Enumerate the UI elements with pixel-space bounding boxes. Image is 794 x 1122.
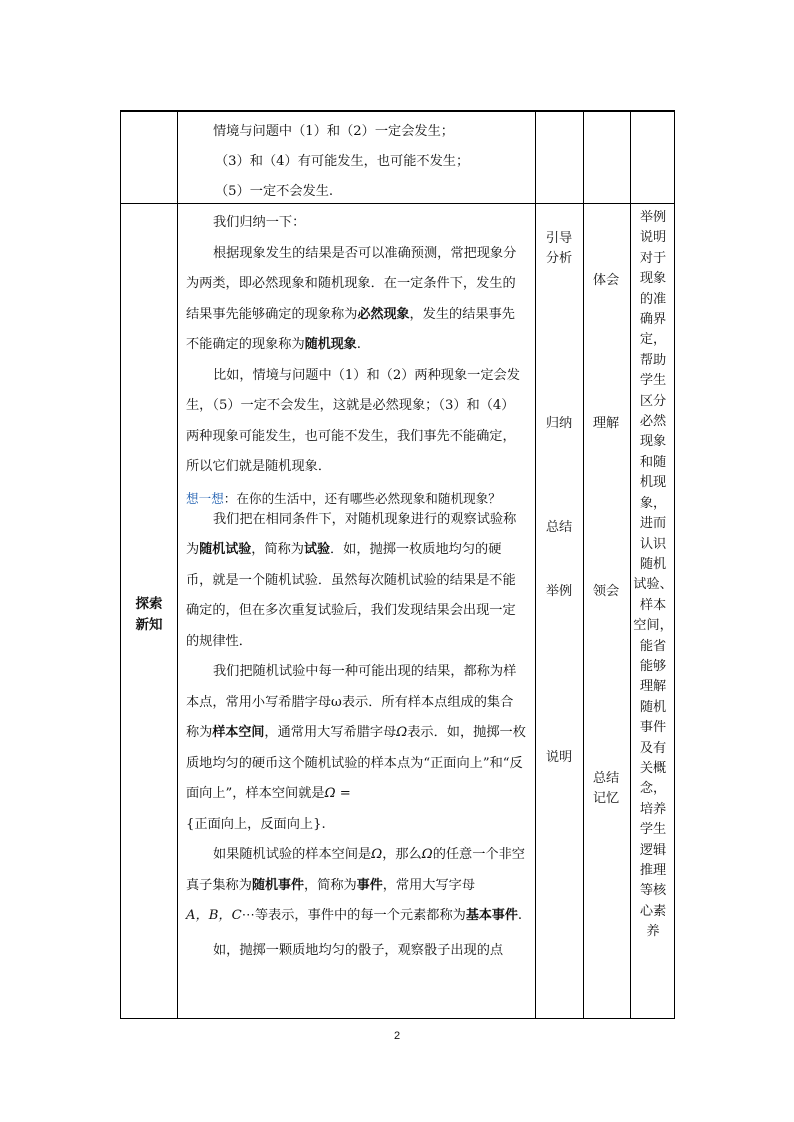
col-divider-4: [630, 110, 631, 1019]
term-random-phenomenon: 随机现象: [304, 337, 357, 352]
col-divider-1: [177, 110, 178, 1019]
top-row-line-1: 情境与问题中（1）和（2）一定会发生；: [213, 124, 454, 139]
paragraph-dice-example: 如，抛掷一颗质地均匀的骰子，观察骰子出现的点: [213, 942, 504, 958]
term-event: 事件: [356, 877, 383, 893]
col-divider-3: [583, 110, 584, 1019]
paragraph-random-experiment: 我们把在相同条件下，对随机现象进行的观察试验称为随机试验，简称为试验．如，抛掷一枚质地均匀的硬币，就是一个随机试验．虽然每次随机试验的结果是不能确定的，但在多次重复试验后，我们发现结果会出现一定的规律性．: [186, 511, 517, 649]
method-guide: 引导 分析: [545, 231, 573, 266]
section-label-line-1: 探索: [135, 596, 163, 612]
table-top-border: [120, 110, 674, 112]
table-bottom-border: [120, 1018, 674, 1019]
paragraph-random-event: 如果随机试验的样本空间是Ω，那么Ω的任意一个非空真子集称为随机事件，简称为事件，常用大写字母 A，B，C⋯等表示，事件中的每一个元素都称为基本事件.: [186, 847, 525, 923]
activity-comprehend: 领会: [592, 584, 620, 599]
term-random-experiment: 随机试验: [199, 542, 252, 557]
method-example: 举例: [545, 584, 573, 599]
row-divider: [120, 203, 674, 204]
table-right-border: [674, 110, 675, 1019]
main-content: [186, 208, 526, 966]
term-basic-event: 基本事件: [465, 908, 518, 923]
event-letters: A，B，C: [186, 908, 242, 923]
paragraph-summary-intro: 我们归纳一下：: [213, 215, 306, 230]
paragraph-definition-phenomena: 根据现象发生的结果是否可以准确预测，常把现象分为两类，即必然现象和随机现象．在一定条件下，发生的结果事先能够确定的现象称为必然现象，发生的结果事先不能确定的现象称为随机现象.: [186, 245, 517, 352]
term-random-event: 随机事件: [251, 877, 304, 893]
method-explain: 说明: [545, 750, 573, 765]
method-induction: 归纳: [545, 416, 573, 431]
activity-experience: 体会: [592, 273, 620, 288]
think-label: 想一想: [186, 491, 224, 506]
design-intent: 举例 说明 对于 现象 的准 确界 定， 帮助 学生 区分 必然 现象 和随 机现 象， 进而 认识 随机 试验、 样本 空间， 能省 能够 理解 随机 事件 及有 关概 念， 培养 学生 逻辑 推理 等核 心素 养: [633, 210, 673, 940]
activity-understand: 理解: [592, 416, 620, 431]
paragraph-example: 比如，情境与问题中（1）和（2）两种现象一定会发生，（5）一定不会发生，这就是必然现象；（3）和（4）两种现象可能发生，也可能不发生，我们事先不能确定，所以它们就是随机现象．: [186, 367, 520, 474]
think-prompt: [186, 488, 501, 507]
page-number: 2: [393, 1030, 401, 1042]
section-label-line-2: 新知: [135, 617, 163, 633]
think-text: ：在你的生活中，还有哪些必然现象和随机现象？: [223, 491, 501, 506]
activity-memorize: 总结 记忆: [592, 771, 620, 806]
top-row-line-2: （3）和（4）有可能发生，也可能不发生；: [215, 154, 470, 169]
term-sample-space: 样本空间: [212, 725, 265, 740]
sample-space-set: {正面向上，反面向上}.: [186, 816, 326, 832]
term-experiment: 试验: [303, 542, 330, 557]
section-label: [121, 594, 177, 636]
table-left-border: [120, 110, 121, 1019]
term-certain-phenomenon: 必然现象: [357, 306, 410, 322]
paragraph-sample-space: 我们把随机试验中每一种可能出现的结果，都称为样本点，常用小写希腊字母ω表示．所有样本点组成的集合称为样本空间，通常用大写希腊字母Ω表示．如，抛掷一枚质地均匀的硬币这个随机试验的样本点为“正面向上”和“反面向上”，样本空间就是Ω = {正面向上，反面向上}.: [186, 664, 526, 832]
top-row-line-3: （5）一定不会发生.: [215, 184, 334, 199]
method-summary: 总结: [545, 520, 573, 535]
